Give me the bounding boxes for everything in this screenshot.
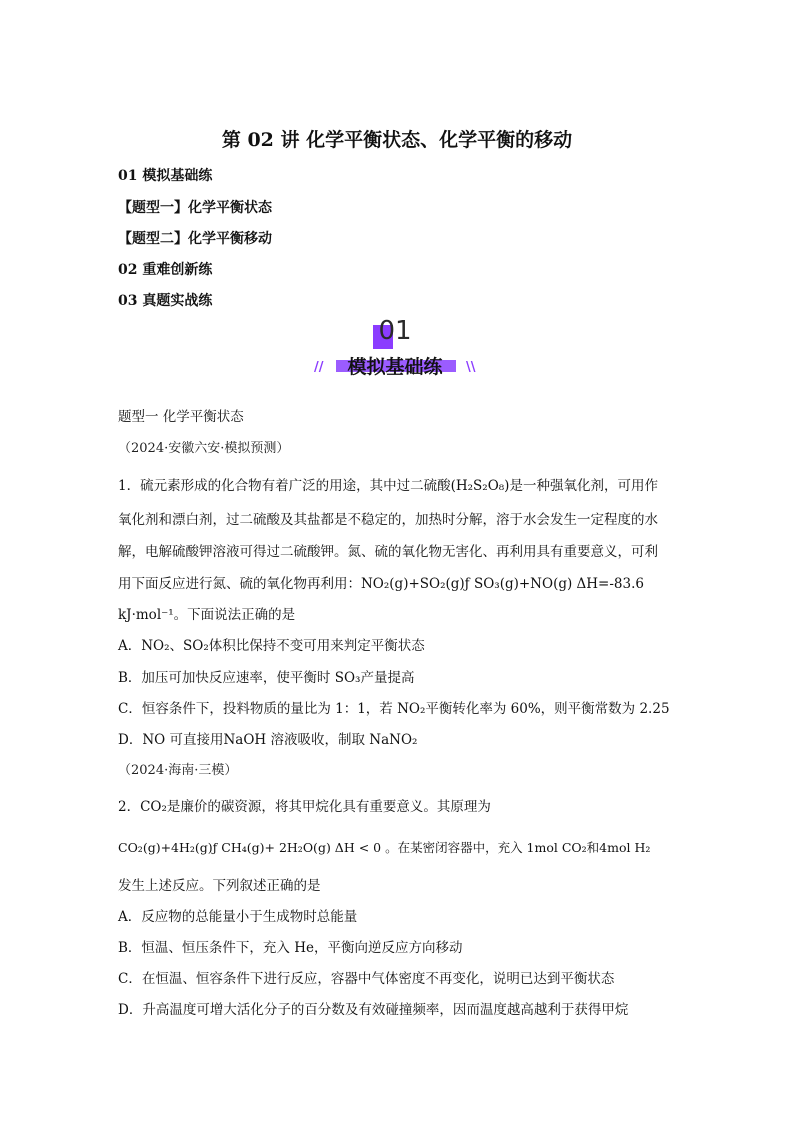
banner-number: 01 [378,316,412,346]
q1-option-b: B．加压可加快反应速率，使平衡时 SO₃产量提高 [118,670,415,686]
q2-source: （2024·海南·三模） [118,763,238,778]
q1-line-1-b: 是一种强氧化剂，可用作 [509,478,658,494]
q2-line-1: 2．CO₂是廉价的碳资源，将其甲烷化具有重要意义。其原理为 [118,799,491,815]
q1-line-1-a: 1．硫元素形成的化合物有着广泛的用途，其中过二硫酸 [118,478,451,494]
toc-item-1: 01 模拟基础练 [118,168,213,184]
banner-slash-left: // [314,360,324,375]
toc-item-4: 02 重难创新练 [118,262,213,278]
toc-item-5: 03 真题实战练 [118,293,213,309]
q1-source: （2024·安徽六安·模拟预测） [118,441,290,456]
q2-option-d: D．升高温度可增大活化分子的百分数及有效碰撞频率，因而温度越高越利于获得甲烷 [118,1002,629,1018]
q1-option-a: A．NO₂、SO₂体积比保持不变可用来判定平衡状态 [118,638,425,654]
section-heading: 题型一 化学平衡状态 [118,409,244,425]
q2-option-a: A．反应物的总能量小于生成物时总能量 [118,909,358,925]
banner-slash-right: \\ [466,360,476,375]
q1-line-5: kJ·mol⁻¹。下面说法正确的是 [118,607,296,623]
q1-line-1 [118,474,658,494]
toc-item-2: 【题型一】化学平衡状态 [118,200,272,216]
q2-option-b: B．恒温、恒压条件下，充入 He，平衡向逆反应方向移动 [118,940,463,956]
page-title: 第 02 讲 化学平衡状态、化学平衡的移动 [221,129,573,151]
q1-option-c: C．恒容条件下，投料物质的量比为 1：1，若 NO₂平衡转化率为 60%，则平衡常数为 2.25 [118,701,670,717]
q1-line-2: 氧化剂和漂白剂，过二硫酸及其盐都是不稳定的，加热时分解，溶于水会发生一定程度的水 [118,512,658,528]
q1-option-d: D．NO 可直接用NaOH 溶液吸收，制取 NaNO₂ [118,732,418,748]
q2-line-3: 发生上述反应。下列叙述正确的是 [118,878,321,894]
banner-label: 模拟基础练 [347,356,443,378]
section-banner [300,316,490,378]
toc-item-3: 【题型二】化学平衡移动 [118,231,272,247]
q2-option-c: C．在恒温、恒容条件下进行反应，容器中气体密度不再变化，说明已达到平衡状态 [118,971,615,987]
q2-line-2: CO₂(g)+4H₂(g)ƒ CH₄(g)+ 2H₂O(g) ΔH < 0 。在某密闭容器中，充入 1mol CO₂和4mol H₂ [118,840,651,855]
q1-line-4: 用下面反应进行氮、硫的氧化物再利用：NO₂(g)+SO₂(g)ƒ SO₃(g)+NO(g) ΔH=-83.6 [118,576,644,592]
q1-line-3: 解，电解硫酸钾溶液可得过二硫酸钾。氮、硫的氧化物无害化、再利用具有重要意义，可利 [118,544,658,560]
q1-formula: (H₂S₂O₈) [450,478,510,494]
